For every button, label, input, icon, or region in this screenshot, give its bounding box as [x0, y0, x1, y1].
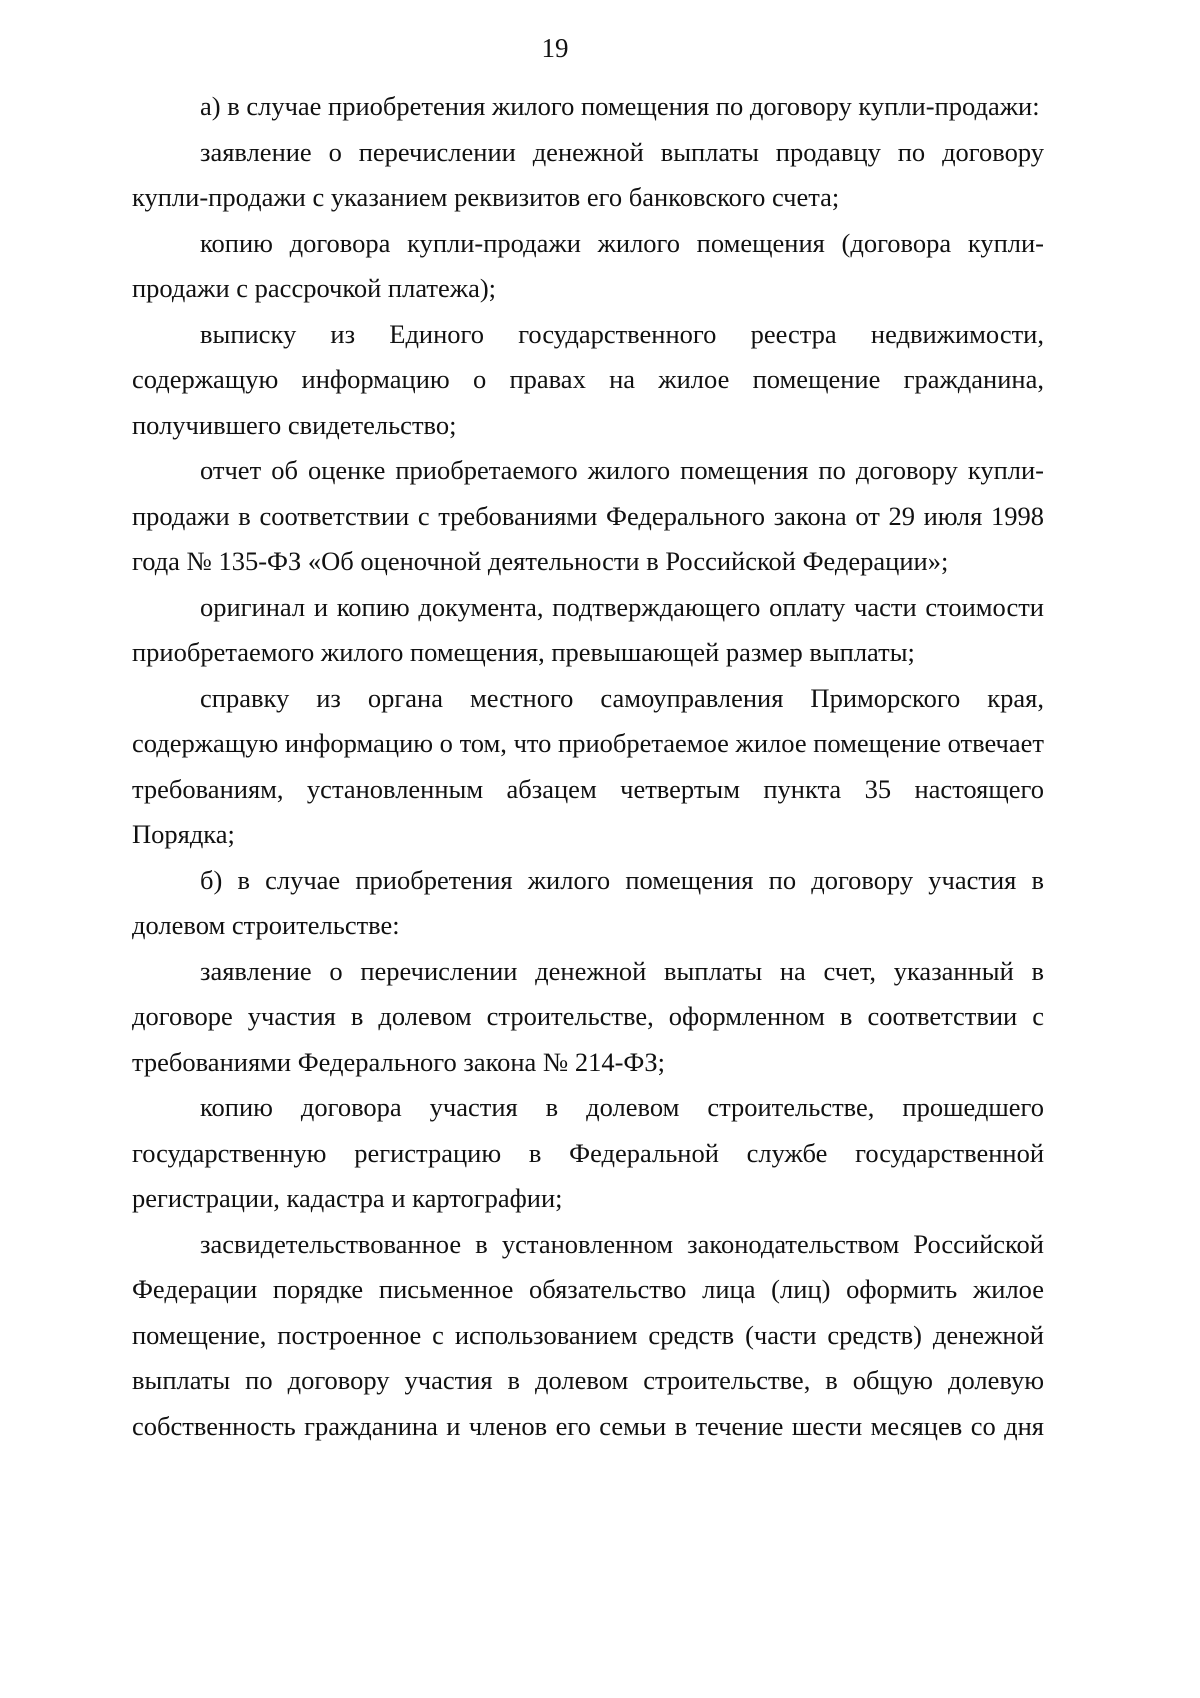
paragraph-ownership-obligation: засвидетельствованное в установленном законодательством Российской Федерации порядке письменное обязательство лица (лиц) оформить жилое помещение, построенное с использованием средств (части средств) денежной выплаты по договору участия в долевом строительстве, в общую долевую собственность гражданина и членов его семьи в течение шести месяцев со дня — [132, 1228, 1044, 1441]
paragraph-shared-construction-heading: б) в случае приобретения жилого помещения по договору участия в долевом строительстве: — [132, 864, 1044, 940]
paragraph-shared-contract-copy: копию договора участия в долевом строительстве, прошедшего государственную регистрацию в Федеральной службе государственной регистрации, кадастра и картографии; — [132, 1092, 1044, 1213]
document-body — [132, 84, 1044, 1449]
paragraph-payment-document: оригинал и копию документа, подтверждающего оплату части стоимости приобретаемого жилого помещения, превышающей размер выплаты; — [132, 591, 1044, 667]
paragraph-registry-extract: выписку из Единого государственного реестра недвижимости, содержащую информацию о правах на жилое помещение гражданина, получившего свидетельство; — [132, 318, 1044, 440]
paragraph-municipal-certificate: справку из органа местного самоуправления Приморского края, содержащую информацию о том, что приобретаемое жилое помещение отвечает требованиям, установленным абзацем четвертым пункта 35 настоящего Порядка; — [132, 682, 1044, 849]
paragraph-shared-transfer-application: заявление о перечислении денежной выплаты на счет, указанный в договоре участия в долевом строительстве, оформленном в соответствии с требованиями Федерального закона № 214-ФЗ; — [132, 955, 1044, 1077]
paragraph-transfer-application: заявление о перечислении денежной выплаты продавцу по договору купли-продажи с указанием реквизитов его банковского счета; — [132, 136, 1044, 212]
paragraph-valuation-report: отчет об оценке приобретаемого жилого помещения по договору купли-продажи в соответствии с требованиями Федерального закона от 29 июля 1998 года № 135-ФЗ «Об оценочной деятельности в Российской Федерации»; — [132, 455, 1044, 576]
paragraph-contract-copy: копию договора купли-продажи жилого помещения (договора купли-продажи с рассрочкой платежа); — [132, 227, 1044, 303]
paragraph-purchase-sale-heading: а) в случае приобретения жилого помещения по договору купли-продажи: — [200, 91, 1040, 121]
page-number: 19 — [541, 33, 569, 63]
